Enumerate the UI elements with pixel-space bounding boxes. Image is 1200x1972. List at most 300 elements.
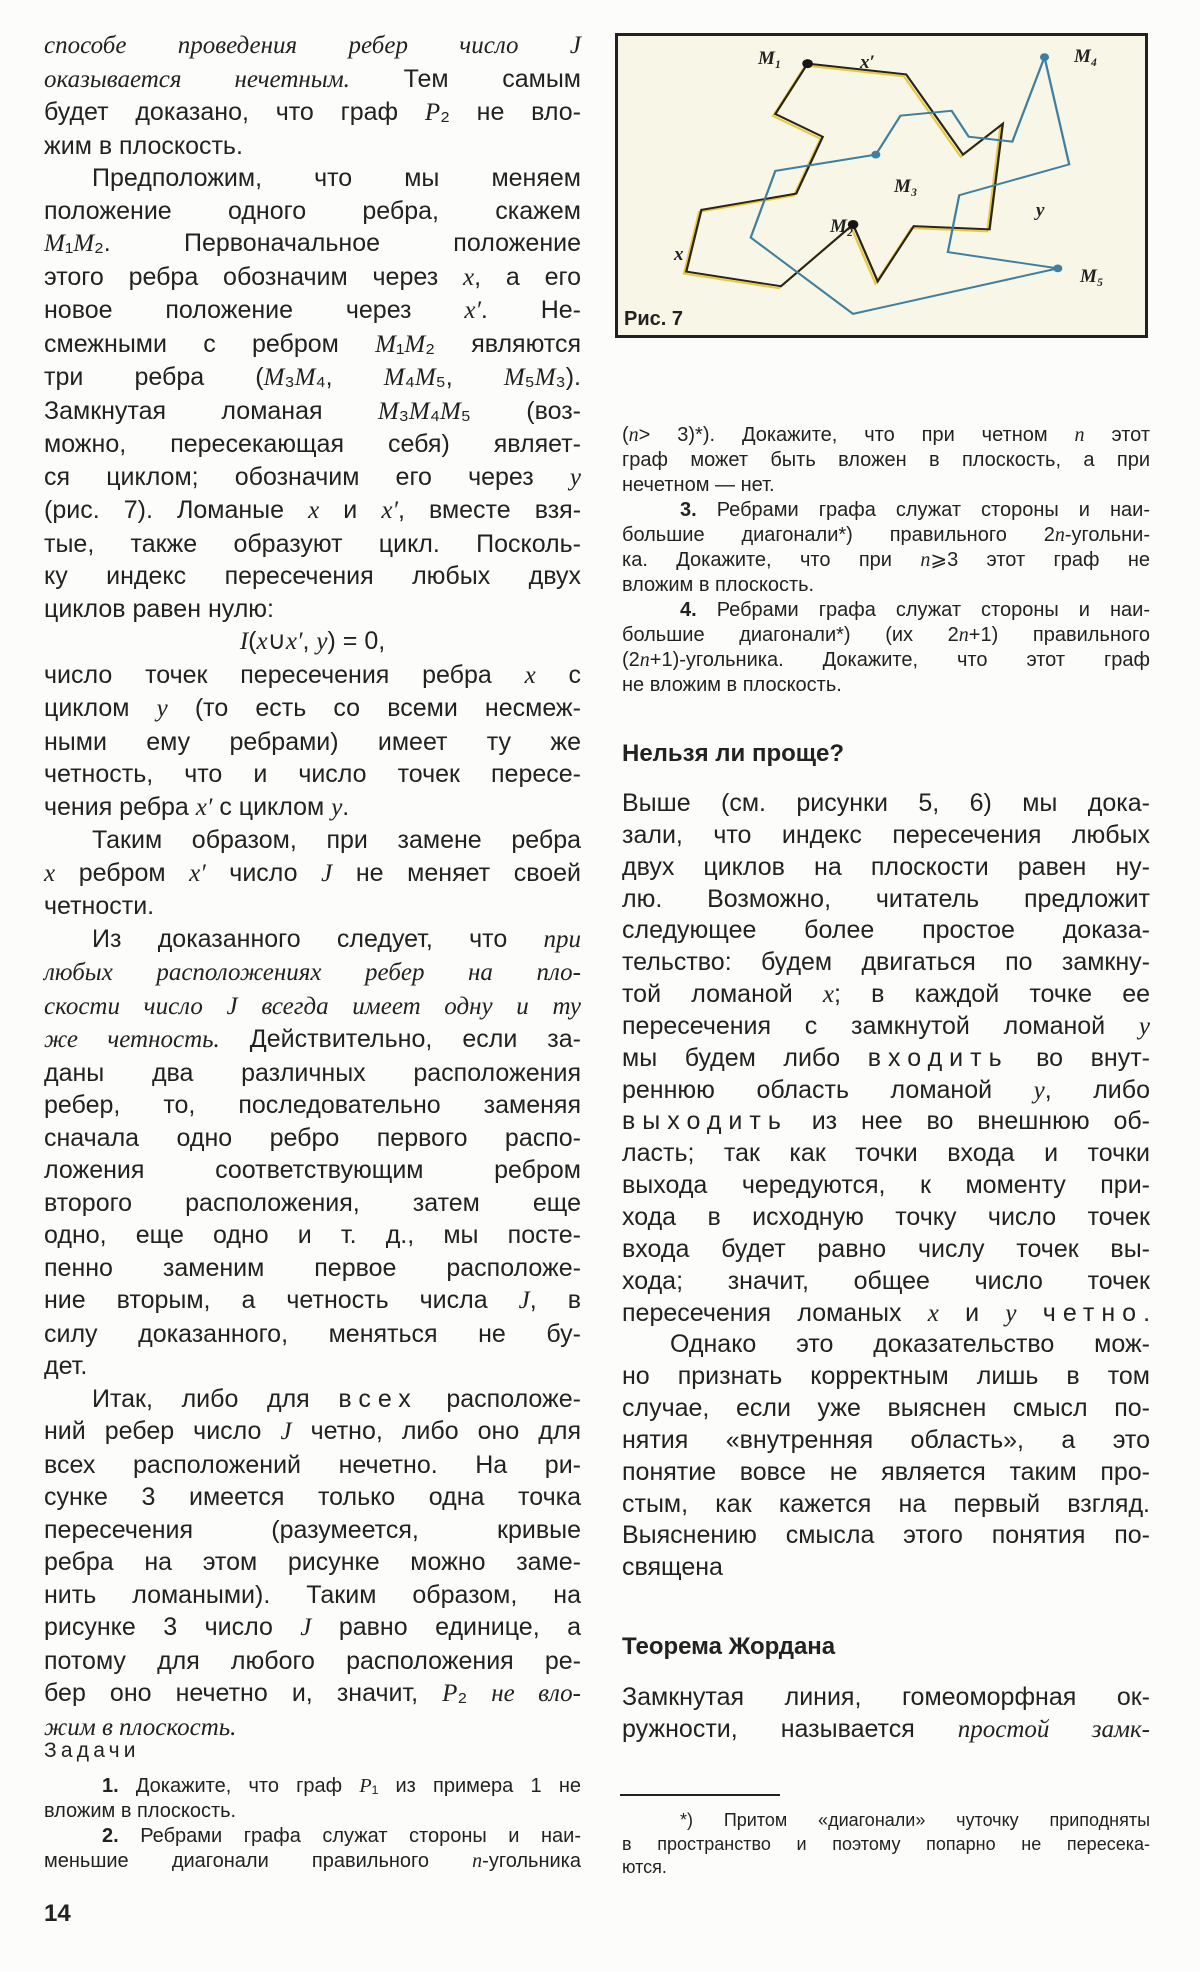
text-run: x — [463, 263, 475, 291]
edge-x-prime-shadow — [805, 66, 1000, 284]
text-run: J — [300, 1614, 312, 1641]
text-run: Таким образом, при замене ребра — [92, 826, 581, 854]
tasks-list-left — [44, 1774, 581, 1874]
text-run: три ребра ( — [44, 363, 264, 391]
text-line — [622, 788, 1150, 820]
text-run: способе проведения ребер число J — [44, 32, 581, 59]
text-run: ₂ — [457, 1679, 492, 1707]
text-run: ₅, — [435, 363, 504, 391]
text-line — [44, 726, 581, 759]
text-run: ний ребер число — [44, 1417, 281, 1445]
text-run: x′ — [189, 859, 206, 887]
text-line — [622, 1106, 1150, 1138]
footnote — [622, 1809, 1150, 1880]
text-run: 1. — [102, 1775, 119, 1797]
text-run: нечетном — нет. — [622, 474, 775, 496]
text-run: n — [1074, 424, 1085, 446]
text-run: ( — [248, 627, 257, 655]
text-run: ласть; так как точки входа и точки — [622, 1139, 1150, 1168]
text-line — [622, 673, 1150, 698]
text-run: x′ — [381, 497, 398, 524]
text-run: скости число J всегда имеет одну и ту — [44, 992, 581, 1020]
text-run: ными ему ребрами) имеет ту же — [44, 727, 581, 756]
text-run: n — [958, 624, 969, 646]
text-run: циклом — [44, 694, 157, 722]
text-line — [622, 473, 1150, 498]
text-run: P — [424, 99, 441, 126]
text-run: зали, что индекс пересечения любых — [622, 820, 1150, 849]
text-line — [622, 1011, 1150, 1043]
text-line — [44, 328, 581, 362]
text-line — [622, 852, 1150, 884]
text-run: священа — [622, 1553, 723, 1582]
text-run: тые, также образуют цикл. Посколь- — [44, 529, 581, 558]
text-line — [44, 294, 581, 328]
text-run: P — [359, 1775, 372, 1797]
text-run: ₄ — [404, 363, 415, 391]
text-line — [622, 1520, 1150, 1552]
text-line — [44, 857, 581, 891]
text-run: y — [316, 628, 328, 655]
text-line — [44, 791, 581, 825]
text-line — [622, 1809, 1150, 1833]
text-run: Предположим, что мы меняем — [92, 164, 581, 192]
text-run: входить — [867, 1043, 1009, 1072]
text-run: 2. — [102, 1825, 119, 1847]
text-line — [622, 573, 1150, 598]
section-jordan-text — [622, 1682, 1150, 1746]
text-line — [44, 1383, 581, 1416]
text-run: *) Притом «диагонали» чуточку приподняты — [680, 1810, 1150, 1830]
text-line — [44, 990, 581, 1024]
text-run: n — [639, 649, 650, 671]
text-run: M — [383, 364, 405, 391]
text-line — [44, 758, 581, 791]
text-line — [44, 1318, 581, 1351]
text-run: сунке 3 имеется только одна точка — [44, 1483, 581, 1511]
text-run: ние вторым, а четность числа — [44, 1286, 519, 1314]
text-line — [44, 1252, 581, 1285]
text-run: ₄ — [429, 396, 440, 425]
text-line — [622, 648, 1150, 673]
text-run: . — [1143, 1298, 1151, 1327]
label-m4: M₄ — [1074, 46, 1098, 67]
text-run: Ребрами графа служат стороны и наи- — [118, 1825, 581, 1847]
edge-x-prime — [808, 64, 1003, 282]
text-line — [622, 1489, 1150, 1521]
text-line — [622, 1682, 1150, 1714]
text-run: простой замк- — [957, 1715, 1150, 1743]
text-run: этого ребра обозначим через — [44, 262, 463, 291]
text-line — [622, 1043, 1150, 1075]
text-run: но признать корректным лишь в том — [622, 1362, 1150, 1391]
text-run: Замкнутая ломаная — [44, 396, 378, 425]
text-run: n — [472, 1850, 483, 1872]
label-m1: M₁ — [758, 48, 782, 69]
label-m3: M₃ — [894, 176, 918, 197]
text-run: меньшие диагонали правильного — [44, 1850, 473, 1872]
text-run: выходить — [622, 1107, 788, 1136]
text-run: +1) правильного — [968, 624, 1150, 646]
text-line — [44, 1645, 581, 1678]
text-line — [44, 1449, 581, 1482]
text-line — [622, 1138, 1150, 1170]
text-line — [44, 395, 581, 429]
text-run: x′ — [195, 793, 213, 821]
text-run: жим в плоскость. — [44, 131, 243, 160]
text-run: y — [156, 695, 168, 722]
text-line — [44, 1122, 581, 1155]
figure-caption: Рис. 7 — [624, 308, 683, 330]
text-run: даны два различных расположения — [44, 1058, 581, 1087]
text-line — [622, 1457, 1150, 1489]
text-line — [44, 1187, 581, 1220]
text-run: ₁ из примера 1 не — [371, 1775, 581, 1797]
text-line — [622, 1714, 1150, 1746]
text-run: ₂ не вло- — [440, 98, 581, 126]
text-run: M — [414, 364, 436, 391]
text-run: вложим в плоскость. — [622, 574, 815, 596]
text-run: циклов равен нулю: — [44, 594, 275, 623]
text-line — [44, 96, 581, 130]
text-run: понятие вовсе не является таким про- — [622, 1457, 1150, 1486]
text-line — [622, 1075, 1150, 1107]
text-run: y — [1033, 1076, 1045, 1104]
text-run: M — [375, 330, 396, 358]
text-run: Однако это доказательство мож- — [670, 1330, 1150, 1359]
text-run: ружности, называется — [622, 1714, 958, 1743]
text-line — [622, 1552, 1150, 1584]
text-run: Ребрами графа служат стороны и наи- — [696, 499, 1150, 521]
text-run: (рис. 7). Ломаные — [44, 496, 309, 524]
text-run: двух циклов на плоскости равен ну- — [622, 852, 1150, 881]
text-line — [622, 1361, 1150, 1393]
text-run: ⩾3 этот граф не — [930, 549, 1150, 571]
text-run: число — [205, 858, 322, 887]
text-run: y — [331, 793, 343, 821]
text-run: стым, как кажется на первый взгляд. — [622, 1489, 1150, 1518]
label-m2: M₂ — [830, 216, 854, 237]
left-column-text — [44, 29, 581, 1744]
text-run: из нее во внешнюю об- — [787, 1107, 1150, 1136]
text-line — [622, 1833, 1150, 1857]
text-run: пересечения с замкнутой ломаной — [622, 1011, 1139, 1040]
text-run: реннюю область ломаной — [622, 1075, 1034, 1104]
text-run: ложения соответствующим ребром — [44, 1156, 581, 1184]
text-run: n — [628, 424, 639, 446]
text-run: и — [938, 1298, 1006, 1327]
text-run: , вместе взя- — [397, 496, 582, 524]
text-run: входа будет равно числу точек вы- — [622, 1234, 1150, 1263]
text-run: J — [321, 859, 333, 887]
text-run: I — [239, 628, 249, 655]
text-run: нятия «внутренняя область», а это — [622, 1425, 1150, 1454]
text-run: ₄, — [315, 363, 384, 391]
text-run: ₃ — [398, 396, 409, 425]
text-run: ку индекс пересечения любых двух — [44, 562, 581, 590]
text-run: ся циклом; обозначим его через — [44, 462, 570, 491]
text-line — [44, 692, 581, 726]
text-run: M — [44, 230, 65, 257]
text-line — [622, 1234, 1150, 1266]
text-run: ребер, то, последовательно заменяя — [44, 1091, 581, 1119]
text-run: ₂ являются — [425, 329, 581, 358]
text-run: M — [408, 397, 430, 425]
text-run: x — [822, 981, 835, 1009]
text-line — [44, 195, 581, 228]
text-run: второго расположения, затем еще — [44, 1188, 581, 1217]
text-run: той ломаной — [622, 980, 823, 1009]
text-run: Итак, либо для — [92, 1384, 339, 1413]
text-run: > 3)*). Докажите, что при четном — [638, 424, 1075, 446]
text-line — [44, 1089, 581, 1122]
text-run: положение одного ребра, скажем — [44, 196, 581, 225]
text-line — [622, 1393, 1150, 1425]
text-run: потому для любого расположения ре- — [44, 1646, 581, 1675]
text-line — [44, 1774, 581, 1799]
text-run: , а его — [474, 262, 581, 291]
text-run: . — [342, 792, 350, 821]
text-run: J — [280, 1418, 292, 1445]
text-run: ются. — [622, 1857, 667, 1877]
text-line — [622, 548, 1150, 573]
text-run: x — [256, 628, 268, 655]
text-run: x′ — [464, 297, 481, 324]
text-run: лю. Возможно, читатель предложит — [622, 884, 1150, 913]
text-run: J — [518, 1287, 530, 1314]
text-run: жим в плоскость. — [44, 1713, 237, 1741]
text-run: всех — [338, 1384, 418, 1413]
text-line — [44, 1481, 581, 1514]
text-run: x — [524, 661, 536, 689]
text-run: x — [927, 1299, 939, 1327]
text-line — [622, 947, 1150, 979]
text-run: пересечения ломаных — [622, 1298, 928, 1327]
text-line — [44, 130, 581, 163]
text-run: этот — [1084, 424, 1151, 446]
text-run: пенно заменим первое расположе- — [44, 1253, 581, 1282]
text-run: ( — [622, 424, 629, 446]
text-line — [44, 956, 581, 990]
text-run: ₁ — [395, 329, 405, 358]
text-run: M — [377, 397, 399, 425]
text-line — [622, 884, 1150, 916]
section-heading-simpler: Нельзя ли проще? — [622, 740, 845, 767]
text-run: не вложим в плоскость. — [622, 674, 842, 696]
text-run: хода; значит, общее число точек — [622, 1266, 1150, 1295]
text-line — [44, 1546, 581, 1579]
text-run: выхода чередуются, к моменту при- — [622, 1171, 1150, 1200]
text-run: Из доказанного следует, что — [92, 924, 544, 953]
text-line — [44, 1579, 581, 1612]
text-run: 3. — [680, 499, 697, 521]
edge-x-shadow — [684, 66, 851, 289]
label-y: y — [1036, 200, 1045, 221]
text-run: , в — [529, 1286, 581, 1314]
text-run: M — [73, 230, 95, 257]
text-run: M — [404, 330, 426, 358]
vertex-m3 — [871, 151, 880, 159]
text-run: ₃). — [555, 363, 581, 391]
text-run: y — [1005, 1299, 1017, 1327]
text-run: ∪ — [267, 627, 286, 655]
text-line — [44, 428, 581, 461]
text-line — [622, 1170, 1150, 1202]
text-run: x — [44, 859, 56, 887]
text-run: следующее более простое доказа- — [622, 916, 1150, 945]
text-run: -угольни- — [1064, 524, 1150, 546]
text-run: четность, что и число точек пересе- — [44, 760, 581, 788]
label-x: x — [674, 244, 684, 265]
text-line — [622, 423, 1150, 448]
text-run: оказывается нечетным. — [44, 65, 350, 93]
text-run: рисунке 3 число — [44, 1613, 301, 1641]
section-simpler-text — [622, 788, 1150, 1584]
text-line — [44, 1350, 581, 1383]
figure-7 — [615, 33, 1148, 338]
text-run: равно единице, а — [311, 1613, 581, 1641]
text-run: Замкнутая линия, гомеоморфная ок- — [622, 1683, 1150, 1711]
text-line — [622, 1329, 1150, 1361]
text-line — [622, 1202, 1150, 1234]
text-line — [44, 1824, 581, 1849]
text-line — [44, 528, 581, 561]
text-run: во внут- — [1008, 1043, 1150, 1072]
text-line — [44, 923, 581, 957]
text-run: при — [543, 925, 581, 953]
text-run: новое положение через — [44, 296, 465, 324]
text-line — [622, 915, 1150, 947]
text-run: ка. Докажите, что при — [622, 549, 921, 571]
text-run: мы будем либо — [622, 1043, 868, 1072]
text-run: же четность. — [44, 1026, 220, 1053]
vertex-m1 — [802, 59, 813, 68]
text-line — [44, 1677, 581, 1711]
text-run: не меняет своей — [332, 858, 582, 887]
text-line — [622, 979, 1150, 1011]
text-line — [44, 560, 581, 593]
text-run: n — [1054, 524, 1065, 546]
text-run: x′ — [285, 628, 303, 655]
vertex-m4 — [1040, 53, 1049, 61]
text-run: граф может быть вложен в плоскость, а при — [622, 449, 1150, 471]
text-line — [44, 1023, 581, 1057]
text-line — [622, 598, 1150, 623]
text-run: чения ребра — [44, 792, 196, 821]
text-line — [44, 1284, 581, 1318]
text-run: ₃ — [284, 363, 295, 391]
text-line — [44, 1611, 581, 1645]
text-run: ребра на этом рисунке можно заме- — [44, 1548, 581, 1576]
text-run: M — [534, 364, 556, 391]
text-run: четно — [1042, 1298, 1144, 1327]
text-line — [44, 1415, 581, 1449]
label-x-prime: x′ — [860, 52, 875, 73]
text-run: будет доказано, что граф — [44, 98, 425, 126]
text-run: Выяснению смысла этого понятия по- — [622, 1521, 1150, 1550]
text-line — [44, 824, 581, 857]
text-run: можно, пересекающая себя) являет- — [44, 430, 581, 458]
text-run: Ребрами графа служат стороны и наи- — [696, 599, 1150, 621]
text-run: силу доказанного, меняться не бу- — [44, 1319, 581, 1348]
text-line — [44, 227, 581, 261]
tasks-heading: Задачи — [44, 1739, 140, 1762]
text-line — [44, 1057, 581, 1090]
text-run: ; в каждой точке ее — [834, 980, 1150, 1009]
text-run: , либо — [1044, 1075, 1150, 1104]
text-run: смежными с ребром — [44, 329, 376, 358]
text-run: большие диагонали*) (их 2 — [622, 624, 959, 646]
tasks-list-right — [622, 423, 1150, 698]
text-run — [1017, 1299, 1043, 1327]
text-run: Докажите, что граф — [118, 1775, 360, 1797]
text-run: y — [569, 463, 581, 491]
text-run: y — [1138, 1012, 1150, 1040]
text-line — [44, 1219, 581, 1252]
text-run: расположе- — [417, 1384, 582, 1413]
text-line — [44, 659, 581, 693]
text-line — [44, 1849, 581, 1874]
text-run: четности. — [44, 892, 155, 920]
text-line — [44, 1154, 581, 1187]
text-run: P — [442, 1680, 458, 1707]
text-line — [622, 523, 1150, 548]
text-run: Тем самым — [349, 64, 581, 93]
text-line — [44, 625, 581, 659]
text-run: вложим в плоскость. — [44, 1800, 237, 1822]
text-run: M — [294, 364, 316, 391]
figure-graph — [618, 36, 1145, 335]
text-run: бер оно нечетно и, значит, — [44, 1679, 443, 1707]
text-run: число точек пересечения ребра — [44, 660, 525, 689]
text-line — [622, 1856, 1150, 1880]
text-run: ребром — [55, 858, 190, 887]
vertex-m5 — [1053, 264, 1062, 272]
text-run: ₂. Первоначальное положение — [94, 229, 581, 257]
text-line — [44, 29, 581, 63]
text-run: (2 — [622, 649, 640, 671]
text-run: x — [308, 497, 320, 524]
text-run: ₅ (воз- — [460, 396, 581, 425]
text-line — [44, 1799, 581, 1824]
text-run: сначала одно ребро первого распо- — [44, 1123, 581, 1152]
text-run: n — [920, 549, 931, 571]
text-run: с циклом — [212, 792, 332, 821]
text-run: любых расположениях ребер на пло- — [44, 959, 581, 986]
text-line — [622, 498, 1150, 523]
text-line — [622, 1298, 1150, 1330]
label-m5: M₅ — [1080, 266, 1104, 287]
text-run: M — [503, 364, 525, 391]
text-run: 4. — [680, 599, 697, 621]
text-line — [44, 63, 581, 97]
text-run: хода в исходную точку число точек — [622, 1202, 1150, 1231]
text-run: и — [319, 496, 382, 524]
page-number: 14 — [44, 1900, 71, 1927]
text-run: большие диагонали*) правильного 2 — [622, 524, 1055, 546]
text-line — [44, 494, 581, 528]
text-line — [44, 261, 581, 295]
text-run: случае, если уже выяснен смысл по- — [622, 1394, 1150, 1423]
text-run: не вло- — [491, 1680, 582, 1707]
text-line — [622, 1266, 1150, 1298]
text-run: с — [535, 660, 581, 689]
text-line — [622, 1425, 1150, 1457]
text-line — [622, 448, 1150, 473]
text-line — [44, 890, 581, 923]
text-line — [622, 820, 1150, 852]
text-run: M — [263, 364, 285, 391]
